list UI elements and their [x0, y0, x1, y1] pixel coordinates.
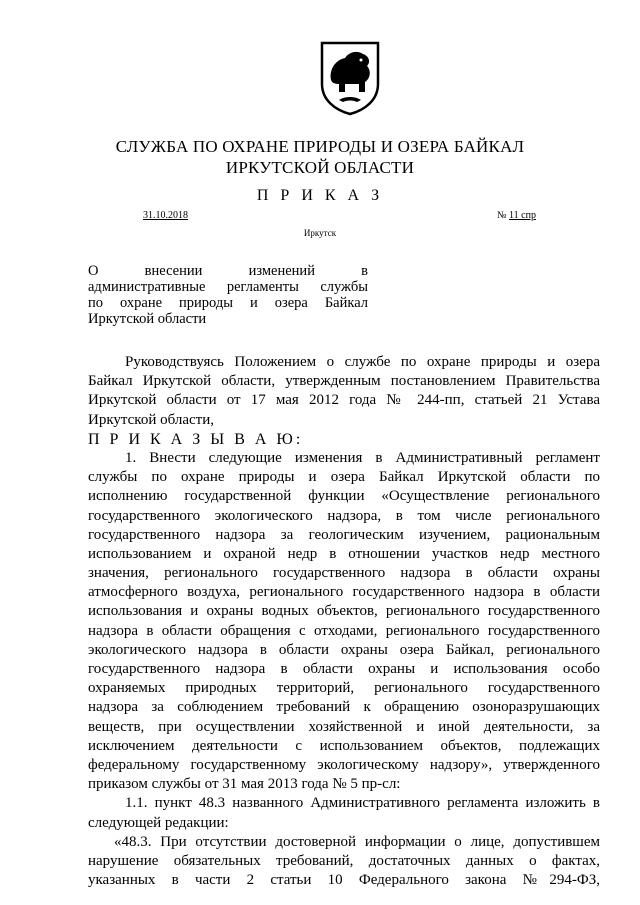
item1-line: надзора в области обращения с отходами, регионального государственного [88, 622, 600, 639]
item1-line: приказом службы от 31 мая 2013 года № 5 пр-сл: [88, 776, 401, 793]
item1-line: охраняемых природных территорий, регионального государственного [88, 680, 600, 697]
item1-line: государственного экологического надзора, в том числе регионального [88, 507, 600, 524]
number-value: 11 спр [509, 210, 536, 221]
preamble-line: Руководствуясь Положением о службе по охране природы и озера [125, 354, 600, 370]
preamble-line: Иркутской области, [88, 411, 214, 428]
document-city: Иркутск [303, 228, 337, 238]
subject-line: административные регламенты службы [88, 279, 368, 295]
item1-line: использования и охраны водных объектов, регионального государственного [88, 603, 600, 620]
order-word: П Р И К А З Ы В А Ю: [88, 430, 304, 448]
item1-line: исключением деятельности с использованием объектов, подлежащих [88, 737, 600, 754]
item1-line: использованием и охраной недр в отношении участков недр местного [88, 545, 600, 562]
item1-line: надзора за соблюдением требований к обращению озоноразрушающих [88, 699, 600, 716]
organization-name-line1: СЛУЖБА ПО ОХРАНЕ ПРИРОДЫ И ОЗЕРА БАЙКАЛ [115, 137, 525, 156]
coat-of-arms-emblem [319, 40, 381, 116]
organization-name-line2: ИРКУТСКОЙ ОБЛАСТИ [225, 158, 415, 177]
item1-line: атмосферного воздуха, регионального государственного надзора в области [88, 584, 600, 601]
item1-line: службы по охране природы и озера Байкал Иркутской области по [88, 469, 600, 486]
item1-line: федеральному государственному экологическому надзору», утвержденного [88, 756, 600, 773]
subject-line: О внесении изменений в [88, 263, 368, 279]
document-type-title: П Р И К А З [256, 187, 384, 204]
number-prefix: № [497, 210, 507, 221]
document-number [497, 210, 536, 221]
quote-line: «48.3. При отсутствии достоверной информации о лице, допустившем [114, 833, 600, 850]
item1-line: 1. Внести следующие изменения в Административный регламент [125, 449, 600, 466]
quote-line: указанных в части 2 статьи 10 Федерального закона №294-ФЗ, [88, 872, 600, 889]
subject-line: Иркутской области [88, 311, 207, 327]
preamble-line: Иркутской области от 17 мая 2012 года № 244-пп, статьей 21 Устава [88, 392, 600, 409]
item1-line: значения, регионального государственного надзора в области охраны [88, 565, 600, 582]
quote-line: нарушение обязательных требований, достаточных данных о фактах, [88, 852, 600, 869]
item1-line: веществ, при осуществлении хозяйственной и иной деятельности, за [88, 718, 600, 735]
item1-line: государственного надзора в области охраны и использования особо [88, 661, 600, 677]
document-date: 31.10.2018 [143, 210, 188, 221]
document-subject [88, 263, 368, 327]
item1-line: исполнению государственной функции «Осуществление регионального [88, 488, 600, 505]
item1-line: государственного надзора за геологическим изучением, рациональным [88, 526, 600, 543]
preamble-line: Байкал Иркутской области, утвержденным постановлением Правительства [88, 373, 600, 390]
document-body [88, 353, 600, 890]
item1-1-line: 1.1. пункт 48.3 названного Административного регламента изложить в [125, 795, 600, 812]
item1-1-line: следующей редакции: [88, 814, 229, 831]
subject-line: по охране природы и озера Байкал [88, 295, 368, 311]
item1-line: экологического надзора в области охраны озера Байкал, регионального [88, 641, 600, 658]
